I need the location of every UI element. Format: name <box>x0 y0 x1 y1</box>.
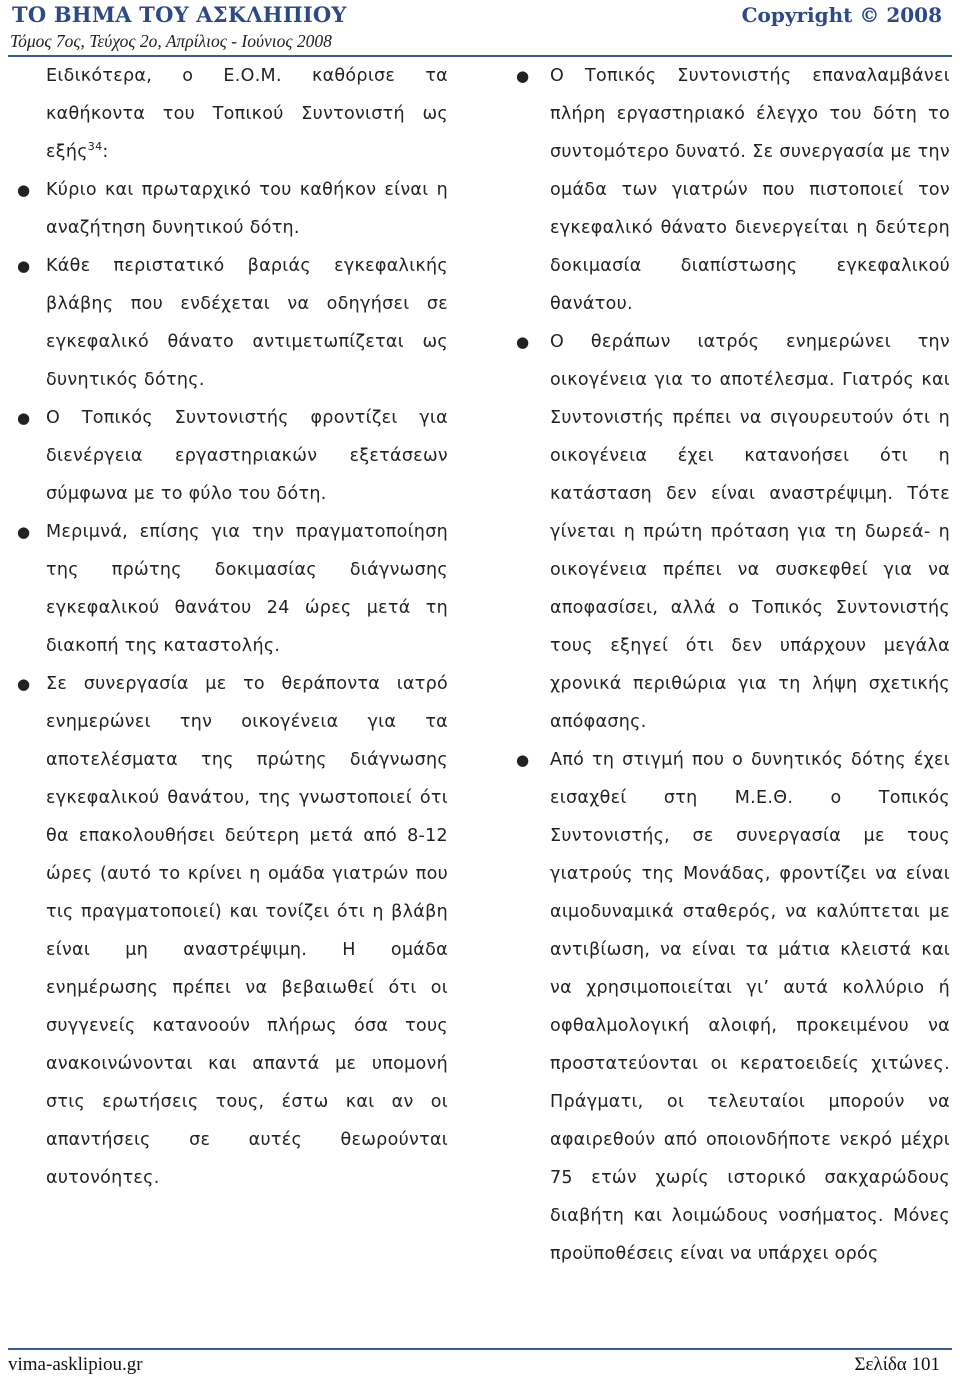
list-item <box>17 513 448 665</box>
list-item-text: Κάθε περιστατικό βαριάς εγκεφαλικής βλάβης που ενδέχεται να οδηγήσει σε εγκεφαλικό θάνατο αντιμετωπίζεται ως δυνητικός δότης. <box>46 256 448 390</box>
duties-list <box>17 171 448 1197</box>
list-item <box>516 323 950 741</box>
right-column <box>516 57 950 1273</box>
bullet-icon: ● <box>17 675 31 693</box>
list-item-text: Ο Τοπικός Συντονιστής φροντίζει για διενέργεια εργαστηριακών εξετάσεων σύμφωνα με το φύλο του δότη. <box>46 408 448 504</box>
duties-list-continued <box>516 57 950 1273</box>
list-item-text: Από τη στιγμή που ο δυνητικός δότης έχει εισαχθεί στη Μ.Ε.Θ. ο Τοπικός Συντονιστής, σε συνεργασία με τους γιατρούς της Μονάδας, φροντίζει να είναι αιμοδυναμικά σταθερός, να καλύπτεται με αντιβίωση, να είναι τα μάτια κλειστά και να χρησιμοποιείται γι’ αυτά κολλύριο ή οφθαλμολογική αλοιφή, προκειμένου να προστατεύονται οι κερατοειδείς χιτώνες. Πράγματι, οι τελευταίοι μπορούν να αφαιρεθούν από οποιονδήποτε νεκρό μέχρι 75 ετών χωρίς ιστορικό σακχαρώδους διαβήτη και λοιμώδους νοσήματος. Μόνες προϋποθέσεις είναι να υπάρχει ορός <box>550 750 950 1264</box>
list-item <box>17 247 448 399</box>
journal-title: ΤΟ ΒΗΜΑ ΤΟΥ ΑΣΚΛΗΠΙΟΥ <box>12 2 347 27</box>
footer-website: vima-asklipiou.gr <box>8 1354 143 1375</box>
bullet-icon: ● <box>516 751 530 769</box>
bullet-icon: ● <box>17 523 31 541</box>
footer-rule <box>8 1348 952 1350</box>
left-column <box>17 57 448 1197</box>
list-item-text: Ο Τοπικός Συντονιστής επαναλαμβάνει πλήρη εργαστηριακό έλεγχο του δότη το συντομότερο δυνατό. Σε συνεργασία με την ομάδα των γιατρών που πιστοποιεί τον εγκεφαλικό θάνατο διενεργείται η δεύτερη δοκιμασία διαπίστωσης εγκεφαλικού θανάτου. <box>550 66 950 314</box>
bullet-icon: ● <box>17 181 31 199</box>
citation-superscript: 34 <box>87 140 103 154</box>
bullet-icon: ● <box>17 257 31 275</box>
list-item <box>17 399 448 513</box>
list-item-text: Μεριμνά, επίσης για την πραγματοποίηση της πρώτης δοκιμασίας διάγνωσης εγκεφαλικού θανάτου 24 ώρες μετά τη διακοπή της καταστολής. <box>46 522 448 656</box>
intro-text: Ειδικότερα, ο Ε.Ο.Μ. καθόρισε τα καθήκοντα του Τοπικού Συντονιστή ως εξής <box>46 66 448 162</box>
page-header <box>0 0 960 60</box>
footer-page-number: Σελίδα 101 <box>854 1354 940 1375</box>
journal-issue: Τόμος 7ος, Τεύχος 2ο, Απρίλιος - Ιούνιος 2008 <box>10 31 332 51</box>
list-item <box>516 57 950 323</box>
intro-colon: : <box>102 142 109 162</box>
list-item <box>17 665 448 1197</box>
copyright-notice: Copyright © 2008 <box>741 3 942 27</box>
bullet-icon: ● <box>516 67 530 85</box>
list-item-text: Κύριο και πρωταρχικό του καθήκον είναι η αναζήτηση δυνητικού δότη. <box>46 180 448 238</box>
list-item-text: Ο θεράπων ιατρός ενημερώνει την οικογένεια για το αποτέλεσμα. Γιατρός και Συντονιστής πρέπει να σιγουρευτούν ότι η οικογένεια έχει κατανοήσει ότι η κατάσταση δεν είναι αναστρέψιμη. Τότε γίνεται η πρώτη πρόταση για τη δωρεά- η οικογένεια πρέπει να συσκεφθεί για να αποφασίσει, αλλά ο Τοπικός Συντονιστής τους εξηγεί ότι δεν υπάρχουν μεγάλα χρονικά περιθώρια για τη λήψη σχετικής απόφασης. <box>550 332 950 732</box>
list-item <box>516 741 950 1273</box>
intro-paragraph <box>46 57 448 171</box>
list-item <box>17 171 448 247</box>
list-item-text: Σε συνεργασία με το θεράποντα ιατρό ενημερώνει την οικογένεια για τα αποτελέσματα της πρώτης διάγνωσης εγκεφαλικού θανάτου, της γνωστοποιεί ότι θα επακολουθήσει δεύτερη μετά από 8-12 ώρες (αυτό το κρίνει η ομάδα γιατρών που τις πραγματοποιεί) και τονίζει ότι η βλάβη είναι μη αναστρέψιμη. Η ομάδα ενημέρωσης πρέπει να βεβαιωθεί ότι οι συγγενείς κατανοούν πλήρως όσα τους ανακοινώνονται και απαντά με υπομονή στις ερωτήσεις τους, έστω και αν οι απαντήσεις σε αυτές θεωρούνται αυτονόητες. <box>46 674 448 1188</box>
bullet-icon: ● <box>17 409 31 427</box>
bullet-icon: ● <box>516 333 530 351</box>
